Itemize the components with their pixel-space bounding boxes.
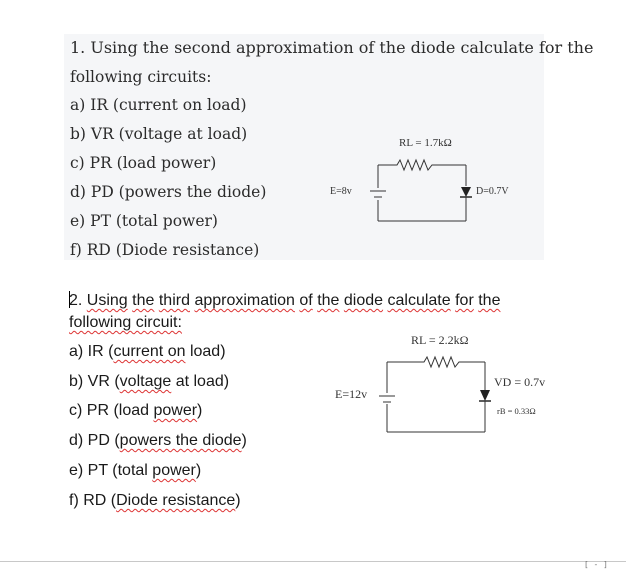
item-flagged-word: Diode resistance (116, 492, 236, 509)
item-prefix: f) RD ( (69, 492, 117, 509)
question2-title-word: Using (86, 292, 128, 309)
question2-title-word: approximation (194, 292, 295, 309)
question2-title-word: the (317, 292, 340, 309)
question2-title-word: of (299, 292, 313, 309)
item-flagged-word: voltage (119, 373, 172, 390)
question1-item-c: c) PR (load power) (70, 154, 217, 172)
item-suffix: load) (185, 343, 226, 360)
circuit2-resistor-label: RL = 2.2kΩ (411, 333, 469, 347)
question2-title-number: 2. (69, 292, 83, 309)
question1-item-e: e) PT (total power) (70, 212, 218, 230)
question1-title: 1. Using the second approximation of the diode calculate for the (70, 38, 594, 57)
page-bottom-rule (0, 561, 626, 562)
question1-item-a: a) IR (current on load) (70, 96, 247, 114)
item-flagged-word: powers the diode (119, 432, 242, 449)
item-suffix: ) (235, 492, 241, 509)
circuit1-source-label: E=8v (330, 186, 352, 197)
question2-title-word: for (455, 292, 474, 309)
circuit1-resistor-label: RL = 1.7kΩ (399, 137, 452, 149)
question2-title-word: the (478, 292, 501, 309)
item-suffix: ) (195, 462, 202, 479)
item-prefix: c) PR (load (69, 402, 154, 419)
question1-title-continued: following circuits: (70, 68, 212, 86)
item-prefix: a) IR ( (69, 343, 114, 360)
circuit1-diode-label: D=0.7V (476, 186, 509, 197)
circuit2-diode-label: VD = 0.7v (494, 375, 546, 389)
item-flagged-word: power (153, 402, 198, 419)
item-suffix: ) (197, 402, 203, 419)
circuit2-resistor (387, 357, 485, 367)
circuit2-source-label: E=12v (335, 387, 368, 401)
question2-title-word: calculate (387, 292, 451, 309)
question1-item-b: b) VR (voltage at load) (70, 125, 248, 143)
question1-item-d: d) PD (powers the diode) (70, 183, 267, 201)
question2-title-word: third (158, 292, 190, 309)
circuit2-rb-label: rB = 0.33Ω (497, 406, 536, 416)
item-prefix: e) PT (total (69, 462, 153, 479)
question2-title-word: diode (343, 292, 384, 309)
corner-glyph: [ - ] (583, 560, 608, 569)
item-prefix: b) VR ( (69, 373, 120, 390)
question1-item-f: f) RD (Diode resistance) (70, 241, 260, 259)
question2-title-continued-text: following circuit: (69, 314, 182, 331)
question2-title-word: the (132, 292, 155, 309)
item-suffix: at load) (171, 373, 230, 390)
circuit2-diode-symbol (480, 390, 490, 401)
item-prefix: d) PD ( (69, 432, 120, 449)
item-flagged-word: current on (113, 343, 186, 360)
item-flagged-word: power (152, 462, 196, 479)
item-suffix: ) (241, 432, 247, 449)
